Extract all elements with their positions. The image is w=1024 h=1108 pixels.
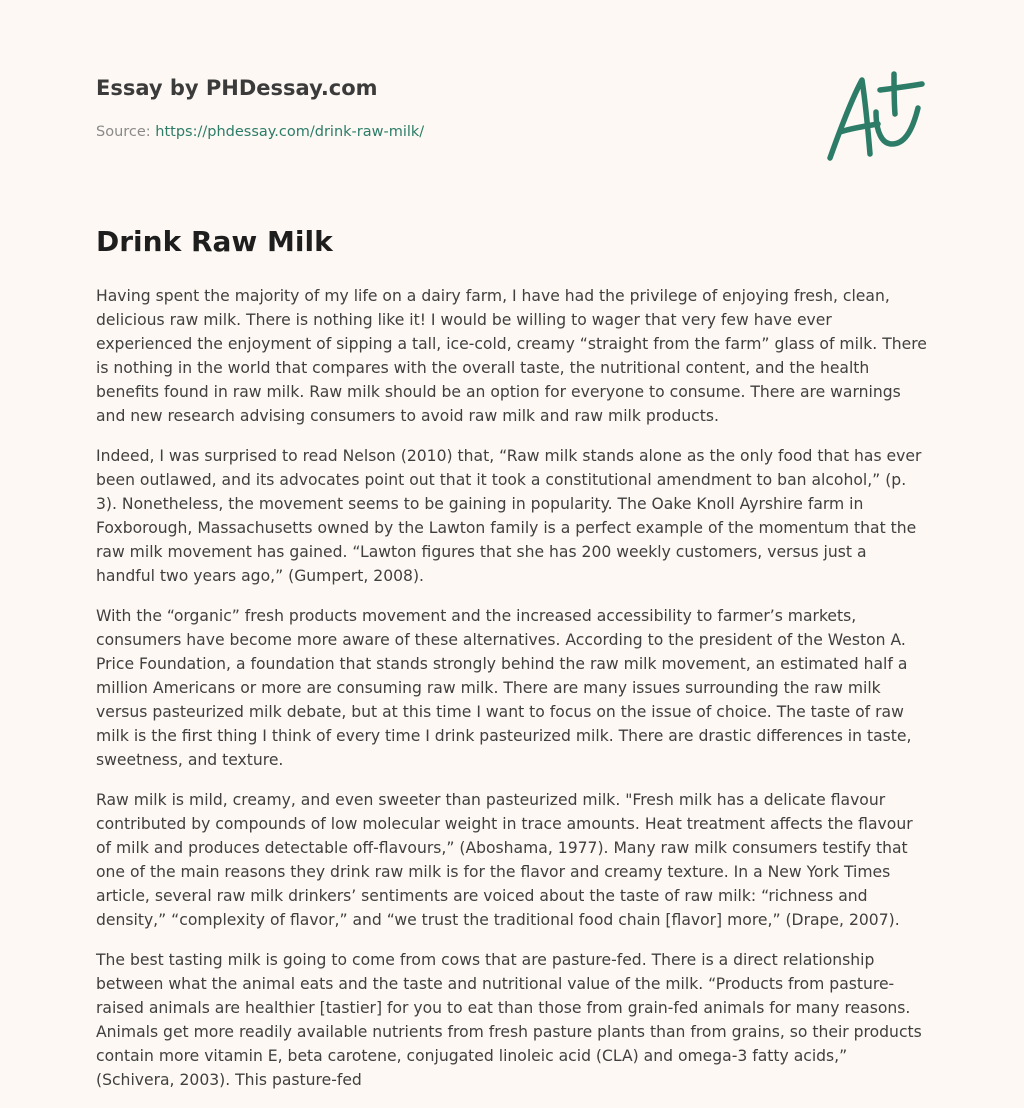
site-title: Essay by PHDessay.com — [96, 76, 378, 100]
source-line — [96, 124, 424, 140]
a-plus-logo — [822, 68, 928, 164]
essay-body — [96, 284, 928, 1108]
paragraph: The best tasting milk is going to come from cows that are pasture-fed. There is a direct relationship between what the animal eats and the taste and nutritional value of the milk. “Products from pasture-raised animals are healthier [tastier] for you to eat than those from grain-fed animals for many reasons. Animals get more readily available nutrients from fresh pasture plants than from grains, so their products contain more vitamin E, beta carotene, conjugated linoleic acid (CLA) and omega-3 fatty acids,” (Schivera, 2003). This pasture-fed — [96, 951, 922, 1089]
source-label: Source: — [96, 124, 156, 140]
essay-title: Drink Raw Milk — [96, 225, 333, 258]
paragraph: Indeed, I was surprised to read Nelson (2010) that, “Raw milk stands alone as the only food that has ever been outlawed, and its advocates point out that it took a constitutional amendment to ban alcohol,” (p. 3). Nonetheless, the movement seems to be gaining in popularity. The Oake Knoll Ayrshire farm in Foxborough, Massachusetts owned by the Lawton family is a perfect example of the momentum that the raw milk movement has gained. “Lawton figures that she has 200 weekly customers, versus just a handful two years ago,” (Gumpert, 2008). — [96, 447, 922, 585]
source-link[interactable]: https://phdessay.com/drink-raw-milk/ — [155, 124, 425, 140]
paragraph: Having spent the majority of my life on a dairy farm, I have had the privilege of enjoying fresh, clean, delicious raw milk. There is nothing like it! I would be willing to wager that very few have ever experienced the enjoyment of sipping a tall, ice-cold, creamy “straight from the farm” glass of milk. There is nothing in the world that compares with the overall taste, the nutritional content, and the health benefits found in raw milk. Raw milk should be an option for everyone to consume. There are warnings and new research advising consumers to avoid raw milk and raw milk products. — [96, 287, 927, 425]
paragraph: With the “organic” fresh products movement and the increased accessibility to farmer’s markets, consumers have become more aware of these alternatives. According to the president of the Weston A. Price Foundation, a foundation that stands strongly behind the raw milk movement, an estimated half a million Americans or more are consuming raw milk. There are many issues surrounding the raw milk versus pasteurized milk debate, but at this time I want to focus on the issue of choice. The taste of raw milk is the first thing I think of every time I drink pasteurized milk. There are drastic differences in taste, sweetness, and texture. — [96, 607, 912, 769]
paragraph: Raw milk is mild, creamy, and even sweeter than pasteurized milk. "Fresh milk has a delicate flavour contributed by compounds of low molecular weight in trace amounts. Heat treatment affects the flavour of milk and produces detectable off-flavours,” (Aboshama, 1977). Many raw milk consumers testify that one of the main reasons they drink raw milk is for the flavor and creamy texture. In a New York Times article, several raw milk drinkers’ sentiments are voiced about the taste of raw milk: “richness and density,” “complexity of flavor,” and “we trust the traditional food chain [flavor] more,” (Drape, 2007). — [96, 791, 913, 929]
